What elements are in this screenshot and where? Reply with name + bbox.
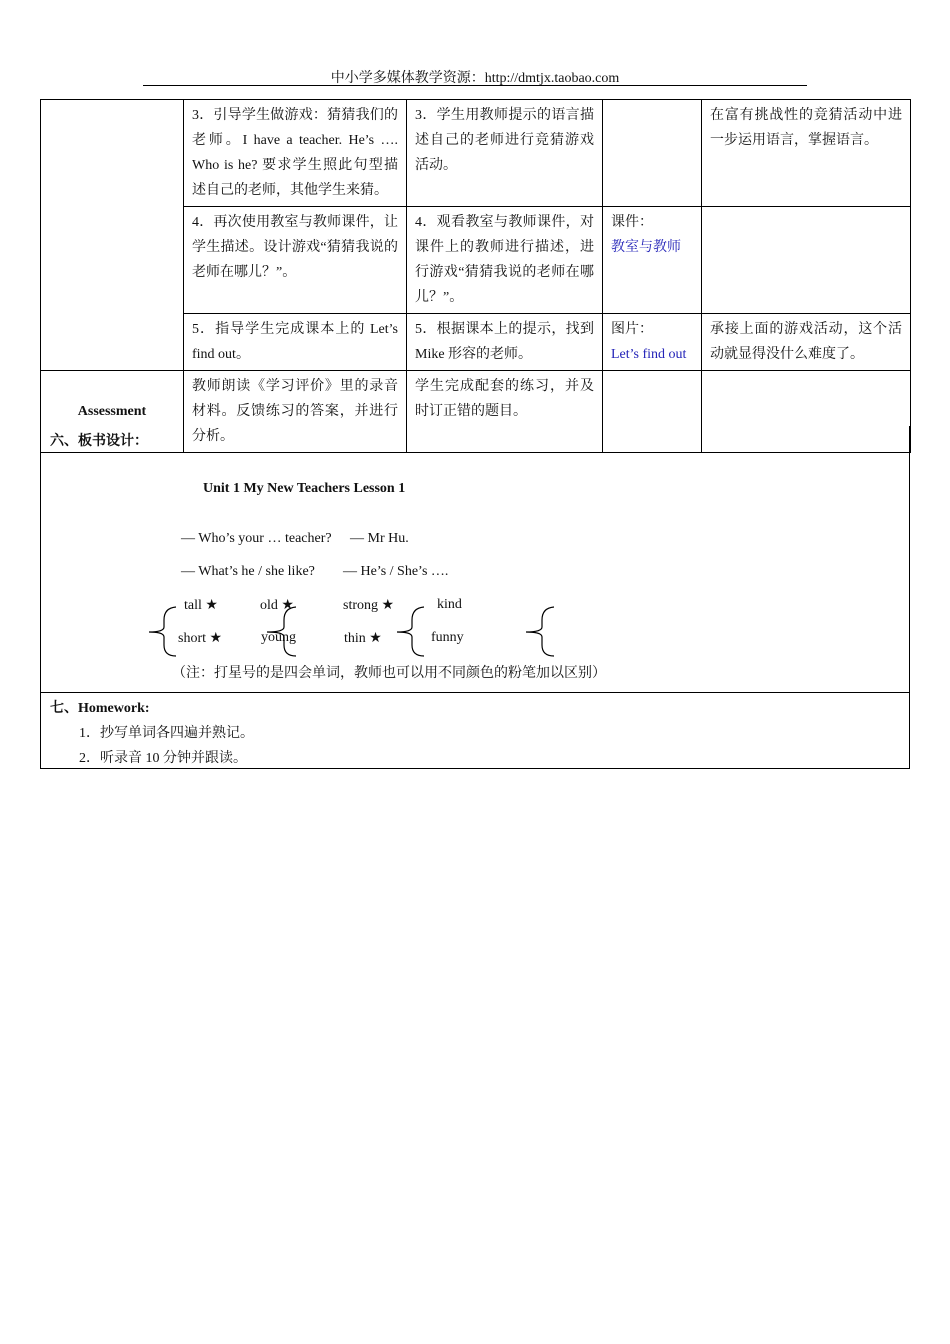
purpose-cell: 在富有挑战性的竞猜活动中进一步运用语言，掌握语言。 [702, 100, 911, 207]
board-note: （注：打星号的是四会单词，教师也可以用不同颜色的粉笔加以区别） [172, 666, 606, 681]
purpose-cell: 承接上面的游戏活动，这个活动就显得没什么难度了。 [702, 314, 911, 371]
word-tall: tall ★ [184, 598, 218, 613]
homework-title: 七、Homework: [50, 701, 150, 716]
page-header: 中小学多媒体教学资源：http://dmtjx.taobao.com [330, 71, 620, 86]
board-answer-2: — He’s / She’s …. [343, 564, 449, 579]
word-strong: strong ★ [343, 598, 395, 613]
brace-2 [267, 607, 296, 656]
student-activity-cell: 5．根据课本上的提示，找到 Mike 形容的老师。 [407, 314, 603, 371]
word-kind: kind [437, 597, 462, 612]
resource-link[interactable]: 教室与教师 [611, 240, 681, 255]
resource-link[interactable]: Let’s find out [611, 347, 687, 362]
homework-section [40, 692, 910, 769]
assessment-label: Assessment [41, 371, 184, 453]
word-funny: funny [431, 630, 464, 645]
assessment-teacher-cell: 教师朗读《学习评价》里的录音材料。反馈练习的答案，并进行分析。 [184, 371, 407, 453]
brace-4 [526, 607, 554, 656]
brace-3 [397, 607, 424, 656]
student-activity-cell: 4．观看教室与教师课件，对课件上的教师进行描述，进行游戏“猜猜我说的老师在哪儿？”。 [407, 207, 603, 314]
student-activity-cell: 3．学生用教师提示的语言描述自己的老师进行竞猜游戏活动。 [407, 100, 603, 207]
resource-label: 课件： [611, 215, 653, 230]
homework-item: 2．听录音 10 分钟并跟读。 [79, 751, 247, 766]
board-question-1: — Who’s your … teacher? [181, 531, 332, 546]
teacher-activity-cell: 5．指导学生完成课本上的 Let’s find out。 [184, 314, 407, 371]
teacher-activity-cell: 4．再次使用教室与教师课件，让学生描述。设计游戏“猜猜我说的老师在哪儿？”。 [184, 207, 407, 314]
word-short: short ★ [178, 631, 223, 646]
board-question-2: — What’s he / she like? [181, 564, 315, 579]
board-answer-1: — Mr Hu. [350, 531, 409, 546]
assessment-student-cell: 学生完成配套的练习，并及时订正错的题目。 [407, 371, 603, 453]
word-old: old ★ [260, 598, 294, 613]
brace-1 [149, 607, 176, 656]
word-young: young [261, 630, 296, 645]
teacher-activity-cell: 3．引导学生做游戏：猜猜我们的老师。I have a teacher. He’s …. Who is he? 要求学生照此句型描述自己的老师，其他学生来猜。 [184, 100, 407, 207]
board-title: Unit 1 My New Teachers Lesson 1 [203, 481, 406, 496]
board-design-title: 六、板书设计： [50, 434, 148, 449]
resource-label: 图片： [611, 322, 653, 337]
word-thin: thin ★ [344, 631, 382, 646]
homework-item: 1．抄写单词各四遍并熟记。 [79, 726, 254, 741]
